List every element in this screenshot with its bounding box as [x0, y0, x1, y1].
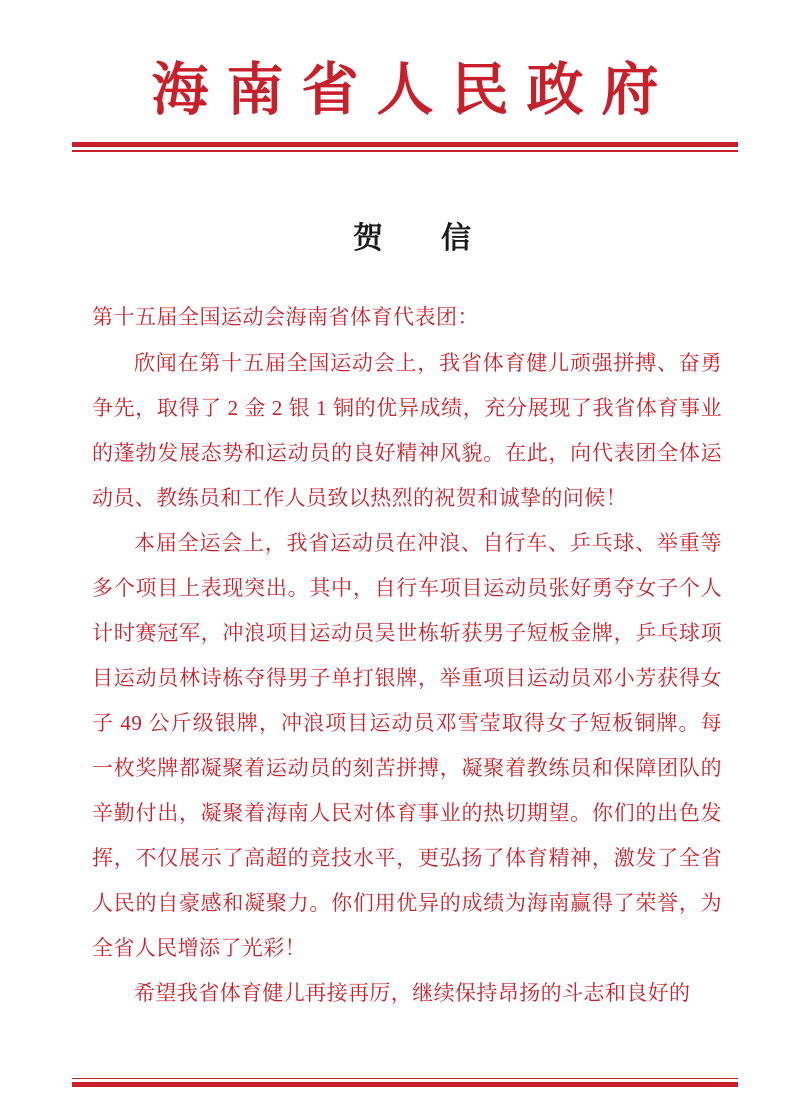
footer-rule-group: [72, 1078, 738, 1088]
header-rule-thin: [72, 150, 738, 152]
footer-rule-thick: [72, 1082, 738, 1087]
header-rule-thick: [72, 142, 738, 147]
body-paragraph-2: 本届全运会上，我省运动员在冲浪、自行车、乒乓球、举重等多个项目上表现突出。其中，自行车项目运动员张好勇夺女子个人计时赛冠军，冲浪项目运动员吴世栋斩获男子短板金牌，乒乓球项目运动员林诗栋夺得男子单打银牌，举重项目运动员邓小芳获得女子 49 公斤级银牌，冲浪项目运动员邓雪莹取得女子短板铜牌。每一枚奖牌都凝聚着运动员的刻苦拼搏，凝聚着教练员和保障团队的辛勤付出，凝聚着海南人民对体育事业的热切期望。你们的出色发挥，不仅展示了高超的竞技水平，更弘扬了体育精神，激发了全省人民的自豪感和凝聚力。你们用优异的成绩为海南赢得了荣誉，为全省人民增添了光彩！: [92, 531, 722, 960]
letterhead: [0, 58, 810, 124]
footer-rule-thin: [72, 1078, 738, 1080]
salutation: 第十五届全国运动会海南省体育代表团：: [92, 305, 479, 329]
body-paragraph-1: 欣闻在第十五届全国运动会上，我省体育健儿顽强拼搏、奋勇争先，取得了 2 金 2 银 1 铜的优异成绩，充分展现了我省体育事业的蓬勃发展态势和运动员的良好精神风貌。在此，向代表团全体运动员、教练员和工作人员致以热烈的祝贺和诚挚的问候！: [92, 351, 722, 510]
header-rule-group: [72, 142, 738, 152]
document-title: 贺 信: [353, 222, 485, 255]
body-paragraph-3: 希望我省体育健儿再接再厉，继续保持昂扬的斗志和良好的: [134, 981, 691, 1005]
document-body: [92, 295, 722, 1016]
letterhead-title: 海南省人民政府: [151, 59, 677, 122]
